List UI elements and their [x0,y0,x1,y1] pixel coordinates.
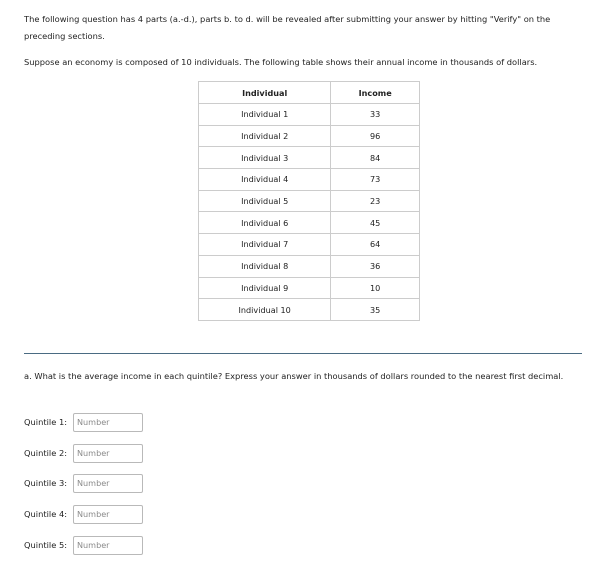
section-divider [24,353,582,354]
cell-income: 35 [331,299,420,321]
table-row [199,299,420,321]
table-row [199,104,420,126]
quintile-1-input[interactable] [73,413,143,432]
quintile-1-label: Quintile 1: [24,417,68,427]
cell-income: 96 [331,125,420,147]
cell-individual: Individual 5 [199,190,331,212]
cell-individual: Individual 8 [199,255,331,277]
cell-income: 10 [331,277,420,299]
quintile-5-row [24,535,143,555]
quintile-2-input[interactable] [73,444,143,463]
table-row [199,147,420,169]
cell-individual: Individual 3 [199,147,331,169]
quintile-4-label: Quintile 4: [24,509,68,519]
cell-income: 73 [331,169,420,191]
cell-individual: Individual 2 [199,125,331,147]
cell-individual: Individual 9 [199,277,331,299]
quintile-3-input[interactable] [73,474,143,493]
question-a-text: a. What is the average income in each quintile? Express your answer in thousands of dollars rounded to the nearest first decimal. [24,371,564,381]
cell-individual: Individual 7 [199,234,331,256]
quintile-5-label: Quintile 5: [24,540,68,550]
cell-income: 84 [331,147,420,169]
cell-individual: Individual 6 [199,212,331,234]
cell-income: 45 [331,212,420,234]
quintile-2-label: Quintile 2: [24,448,68,458]
quintile-3-row [24,473,143,493]
header-income: Income [331,82,420,104]
quintile-5-input[interactable] [73,536,143,555]
cell-income: 23 [331,190,420,212]
cell-individual: Individual 4 [199,169,331,191]
quintile-3-label: Quintile 3: [24,478,68,488]
cell-individual: Individual 1 [199,104,331,126]
scenario-text: Suppose an economy is composed of 10 individuals. The following table shows their annual income in thousands of dollars. [24,57,538,67]
table-row [199,169,420,191]
cell-income: 33 [331,104,420,126]
table-row [199,190,420,212]
cell-income: 36 [331,255,420,277]
table-row [199,212,420,234]
table-header-row [199,82,420,104]
question-intro: The following question has 4 parts (a.-d.), parts b. to d. will be revealed after submitting your answer by hitting "Verify" on the preceding sections. [24,14,551,41]
table-row [199,277,420,299]
header-individual: Individual [199,82,331,104]
quintile-2-row [24,443,143,463]
quintile-4-input[interactable] [73,505,143,524]
table-row [199,234,420,256]
cell-individual: Individual 10 [199,299,331,321]
quintile-1-row [24,412,143,432]
table-row [199,255,420,277]
cell-income: 64 [331,234,420,256]
quintile-4-row [24,504,143,524]
table-row [199,125,420,147]
income-table [198,81,420,321]
